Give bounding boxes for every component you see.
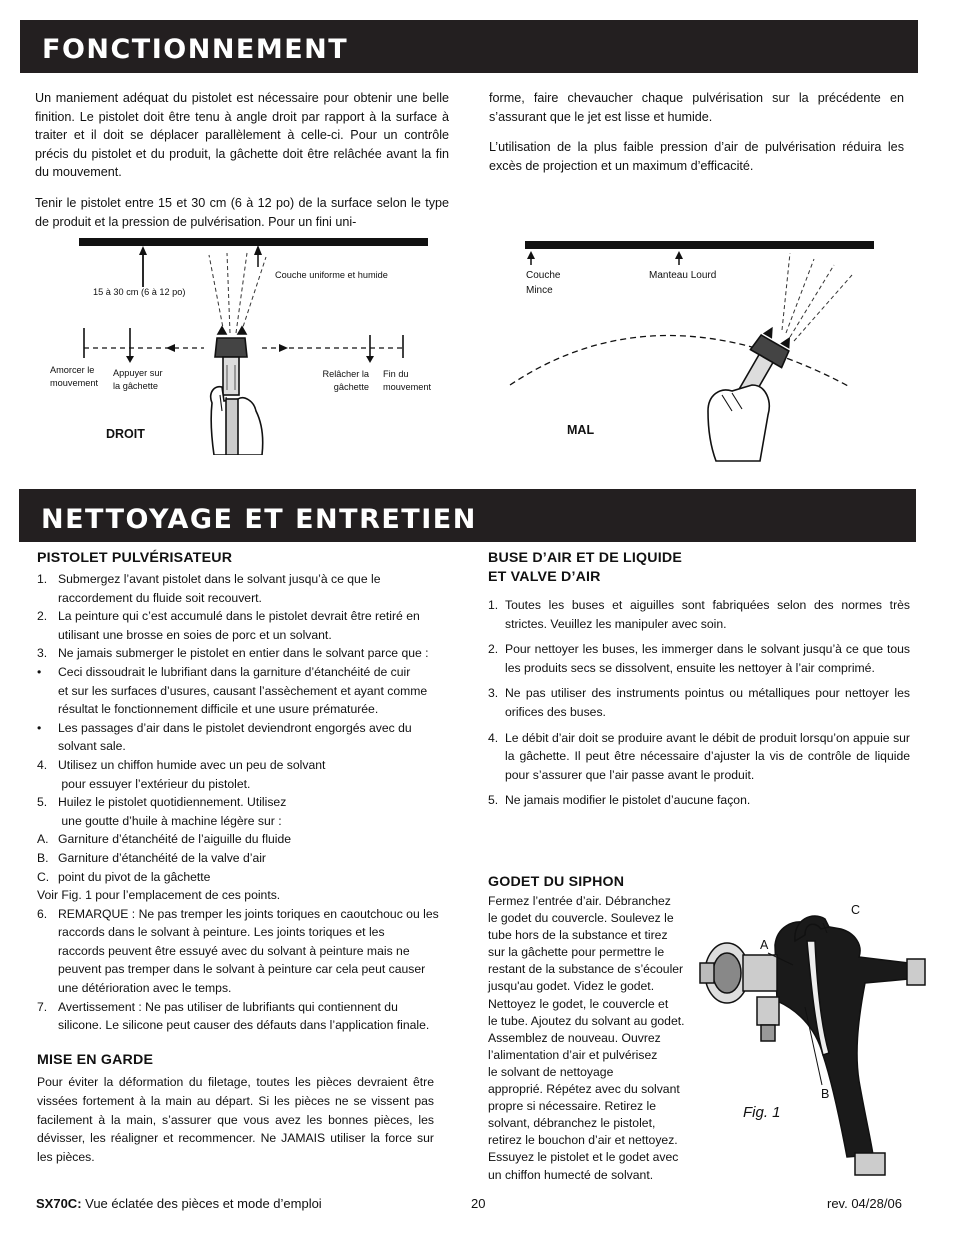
wrong-label: MAL (567, 423, 595, 437)
godet-text: Fermez l’entrée d’air. Débranchez le godet du couvercle. Soulevez le tube hors de la substance et tirez sur la gâchette pour permettre le restant de la substance de s’écouler jusqu'au godet. Videz le godet. Nettoyez le godet, le couvercle et le tube. Ajoutez du solvant au godet. Assemblez de nouveau. Ouvrez l’alimentation d’air et pulvérisez le solvant de nettoyage approprié. Répétez avec du solvant propre si nécessaire. Retirez le solvant, débranchez le pistolet, retirez le bouchon d’air et nettoyez. Essuyez le pistolet et le godet avec un chiffon humecté de solvant. (488, 894, 685, 1182)
list-item: Voir Fig. 1 pour l’emplacement de ces points. (37, 888, 281, 903)
intro-paragraph-2: Tenir le pistolet entre 15 et 30 cm (6 à 12 po) de la surface selon le type de produit et la pression de pulvérisation. Pour un fini uni- (35, 195, 449, 229)
intro-column-right (489, 89, 904, 187)
list-item: 5. Ne jamais modifier le pistolet d’aucune façon. (488, 793, 751, 808)
list-item: 5. Huilez le pistolet quotidiennement. Utilisez une goutte d’huile à machine légère sur : (37, 795, 287, 828)
intro-paragraph-4: L’utilisation de la plus faible pression d’air de pulvérisation réduira les excès de projection et un maximum d’efficacité. (489, 140, 904, 173)
release-trigger-label: Relâcher la gâchette (322, 369, 369, 392)
figure-label-c: C (851, 903, 861, 917)
banner-title: NETTOYAGE ET ENTRETIEN (41, 504, 477, 535)
intro-paragraph-1: Un maniement adéquat du pistolet est nécessaire pour obtenir une belle finition. Le pistolet doit être tenu à angle droit par rapport à la surface à traiter et il doit se déplacer parallèlement à celle-ci. Pour un contrôle précis du pistolet et du produit, la gâchette doit être relâchée avant la fin du mouvement. (35, 91, 449, 180)
list-item: A. Garniture d’étanchéité de l’aiguille du fluide (37, 832, 292, 847)
section-banner-fonctionnement (20, 20, 918, 73)
list-item: • Les passages d’air dans le pistolet deviendront engorgés avec du solvant sale. (37, 720, 412, 754)
list-item: 3. Ne pas utiliser des instruments pointus ou métalliques pour nettoyer les orifices des buses. (488, 686, 910, 719)
correct-label: DROIT (106, 427, 145, 441)
list-item: B. Garniture d’étanchéité de la valve d’air (37, 850, 266, 865)
list-item: 1. Submergez l’avant pistolet dans le solvant jusqu’à ce que le raccordement du fluide soit recouvert. (37, 572, 381, 605)
list-item: 2. La peinture qui c’est accumulé dans le pistolet devrait être retiré en utilisant une brosse en soies de porc et un solvant. (37, 609, 420, 642)
section-heading-godet: GODET DU SIPHON (488, 874, 625, 890)
list-item: 7. Avertissement : Ne pas utiliser de lubrifiants qui contiennent du silicone. Le silicone peut causer des défauts dans l’application finale. (37, 999, 430, 1033)
buse-list (488, 596, 910, 817)
revision-date: rev. 04/28/06 (827, 1196, 902, 1211)
figure-label-b: B (821, 1087, 830, 1101)
section-banner-nettoyage (19, 489, 916, 542)
banner-title: FONCTIONNEMENT (42, 34, 349, 65)
footer-left: SX70C: Vue éclatée des pièces et mode d’emploi (36, 1196, 322, 1211)
list-item: C. point du pivot de la gâchette (37, 869, 211, 884)
section-heading-buse: BUSE D’AIR ET DE LIQUIDE ET VALVE D’AIR (488, 550, 682, 585)
heavy-coat-label: Manteau Lourd (649, 270, 717, 281)
start-movement-label: Amorcer le mouvement (50, 365, 99, 388)
diagram-wrong-technique (470, 225, 890, 485)
distance-label: 15 à 30 cm (6 à 12 po) (93, 287, 186, 297)
list-item: 3. Ne jamais submerger le pistolet en entier dans le solvant parce que : (37, 646, 429, 661)
diagram-correct-technique (0, 225, 470, 455)
mise-en-garde-text: Pour éviter la déformation du filetage, toutes les pièces devraient être vissées fortement à la main au départ. Si les pièces ne se vissent pas facilement à la main, s’assurer que vous avez les bonnes pièces, les dévisser, les réaligner et recommencer. Ne JAMAIS utiliser la force sur les pièces. (37, 1075, 434, 1165)
section-heading-mise-en-garde: MISE EN GARDE (37, 1052, 154, 1068)
list-item: 6. REMARQUE : Ne pas tremper les joints toriques en caoutchouc ou les raccords dans le solvant à peinture. Les joints toriques et les raccords peuvent être essuyé avec du solvant à peinture mais ne peuvent pas tremper dans le solvant à peinture car cela peut causer une détérioration avec le temps. (37, 906, 439, 996)
intro-column-left (35, 89, 449, 243)
spray-gun-figure (695, 905, 930, 1180)
section-heading-pistolet: PISTOLET PULVÉRISATEUR (37, 550, 233, 566)
list-item: 4. Le débit d’air doit se produire avant le débit de produit lorsqu’on appuie sur la gâchette. Il peut être nécessaire d’ajuster la vis de contrôle de liquide pour s’assurer que l’air passe avant le produit. (488, 730, 910, 782)
thin-coat-label: Couche Mince (526, 270, 561, 296)
list-item: 1. Toutes les buses et aiguilles sont fabriquées selon des normes très strictes. Veuillez les manipuler avec soin. (488, 598, 910, 631)
end-movement-label: Fin du mouvement (383, 369, 432, 392)
figure-caption: Fig. 1 (743, 1104, 781, 1121)
list-item: 2. Pour nettoyer les buses, les immerger dans le solvant jusqu’à ce que tous les produits secs se dissolvent, ensuite les nettoyer à l’air comprimé. (488, 642, 910, 675)
pistolet-list (37, 570, 447, 1035)
page-number: 20 (471, 1196, 486, 1211)
figure-label-a: A (760, 938, 769, 952)
uniform-coat-label: Couche uniforme et humide (275, 270, 388, 280)
intro-paragraph-3: forme, faire chevaucher chaque pulvérisation sur la précédente en s’assurant que le jet est lisse et humide. (489, 91, 904, 124)
list-item: 4. Utilisez un chiffon humide avec un peu de solvant pour essuyer l’extérieur du pistolet. (37, 757, 326, 791)
list-item: • Ceci dissoudrait le lubrifiant dans la garniture d’étanchéité de cuir et sur les surfaces d’usures, causant l’assèchement et ayant comme résultat le fonctionnement difficile et une usure prématurée. (37, 664, 428, 717)
press-trigger-label: Appuyer sur la gâchette (113, 368, 163, 391)
